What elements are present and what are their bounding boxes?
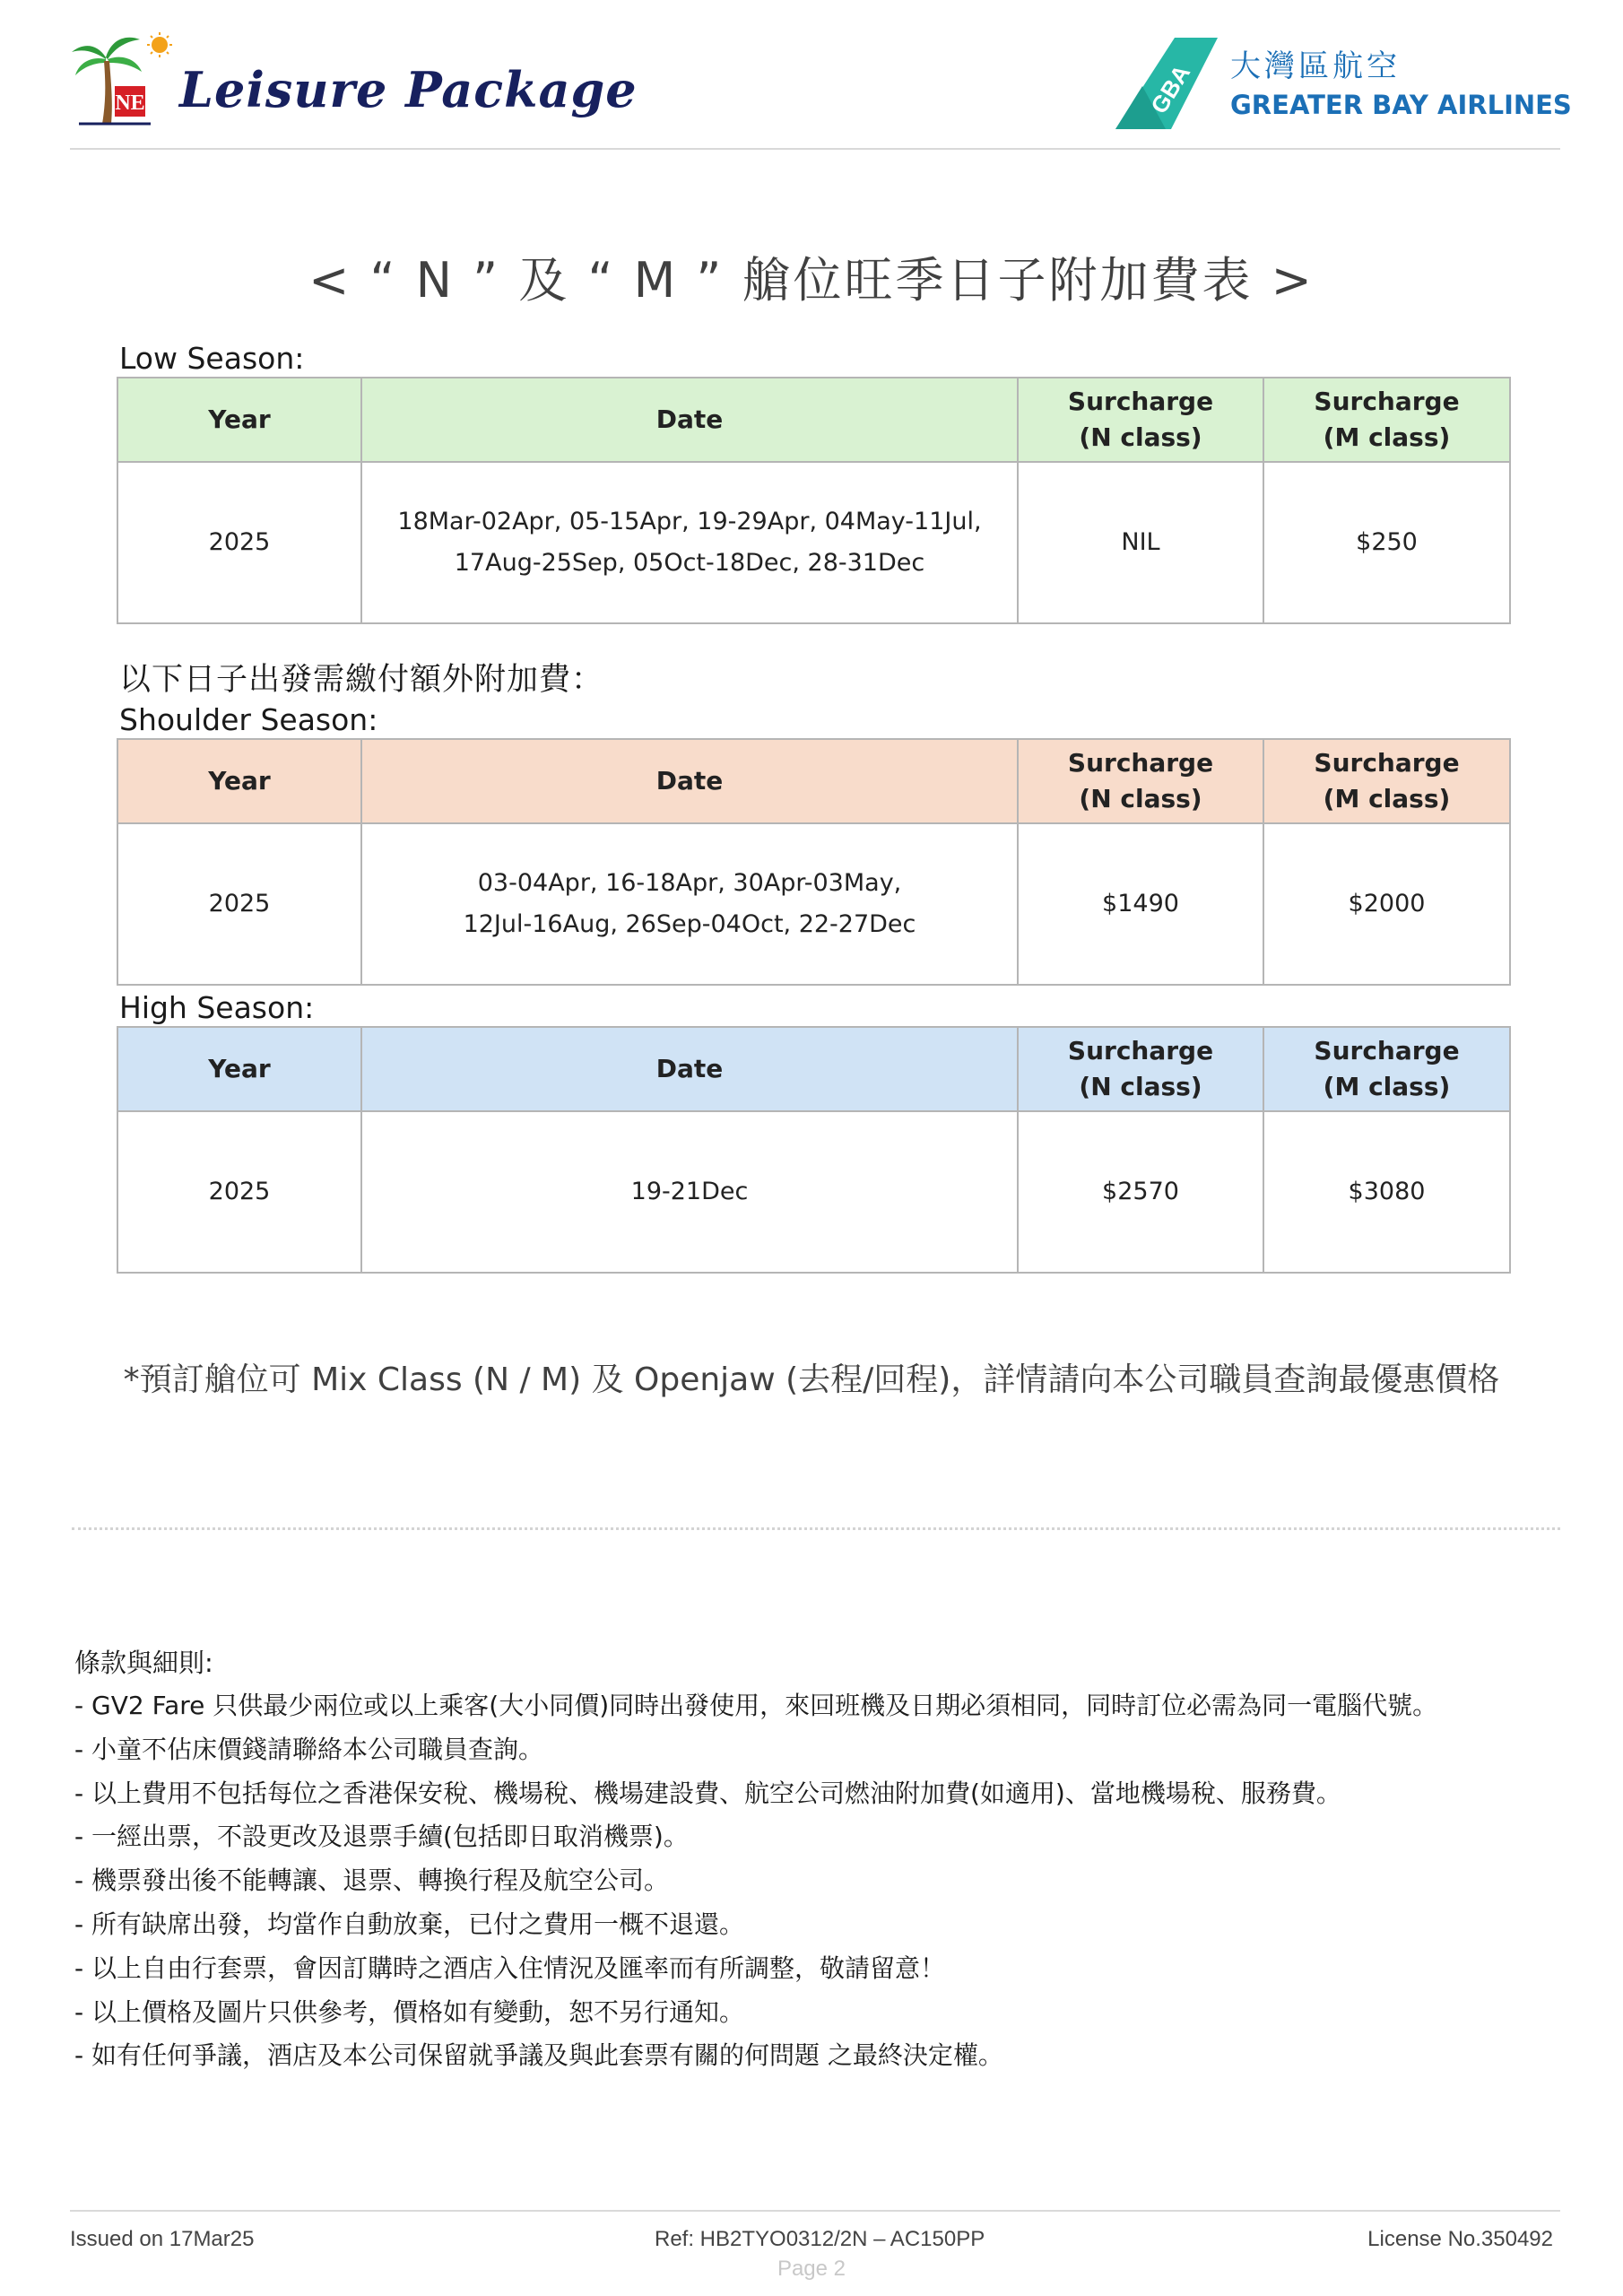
term-item: - GV2 Fare 只供最少兩位或以上乘客(大小同價)同時出發使用，來回班機及日期必須相同，同時訂位必需為同一電腦代號。 bbox=[74, 1691, 1438, 1720]
term-item: - 如有任何爭議，酒店及本公司保留就爭議及與此套票有關的何問題 之最終決定權。 bbox=[74, 2040, 1003, 2071]
airline-name-chinese: 大灣區航空 bbox=[1230, 48, 1401, 84]
table-row bbox=[117, 462, 1510, 623]
extra-surcharge-note: 以下日子出發需繳付額外附加費： bbox=[119, 662, 604, 698]
low-season-table bbox=[117, 377, 1511, 624]
term-item: - 一經出票，不設更改及退票手續(包括即日取消機票)。 bbox=[74, 1822, 689, 1852]
year-header: Year bbox=[117, 378, 361, 462]
term-item: - 所有缺席出發，均當作自動放棄，已付之費用一概不退還。 bbox=[74, 1909, 745, 1939]
terms-and-conditions bbox=[74, 1641, 1563, 2078]
issued-date: Issued on 17Mar25 bbox=[70, 2227, 255, 2251]
surcharge-m-header: Surcharge (M class) bbox=[1263, 1027, 1510, 1111]
surcharge-n-header: Surcharge (N class) bbox=[1018, 378, 1263, 462]
mix-class-remark: *預訂艙位可 Mix Class (N / M) 及 Openjaw (去程/回程)，詳情請向本公司職員查詢最優惠價格 bbox=[123, 1361, 1500, 1398]
shoulder-season-table bbox=[117, 738, 1511, 986]
palm-tree-logo-icon bbox=[70, 30, 178, 129]
date-header: Date bbox=[361, 739, 1018, 823]
svg-text:NE: NE bbox=[115, 91, 145, 115]
table-row bbox=[117, 823, 1510, 985]
footer-divider bbox=[70, 2210, 1560, 2212]
svg-text:GBA: GBA bbox=[1145, 60, 1196, 118]
year-cell: 2025 bbox=[117, 1111, 361, 1273]
surcharge-n-cell: NIL bbox=[1018, 462, 1263, 623]
term-item: - 小童不佔床價錢請聯絡本公司職員查詢。 bbox=[74, 1734, 544, 1764]
high-season-label: High Season: bbox=[119, 990, 315, 1025]
table-row bbox=[117, 1111, 1510, 1273]
page-number: Page 2 bbox=[777, 2257, 846, 2281]
date-header: Date bbox=[361, 378, 1018, 462]
leisure-package-wordmark: Leisure Package bbox=[179, 61, 638, 118]
term-item: - 以上價格及圖片只供參考，價格如有變動，恕不另行通知。 bbox=[74, 1996, 745, 2027]
reference-code: Ref: HB2TYO0312/2N – AC150PP bbox=[655, 2227, 985, 2251]
greater-bay-airlines-logo bbox=[1112, 34, 1572, 133]
page-header bbox=[70, 27, 1572, 150]
date-header: Date bbox=[361, 1027, 1018, 1111]
surcharge-n-cell: $1490 bbox=[1018, 823, 1263, 985]
year-cell: 2025 bbox=[117, 462, 361, 623]
surcharge-m-header: Surcharge (M class) bbox=[1263, 739, 1510, 823]
surcharge-m-header: Surcharge (M class) bbox=[1263, 378, 1510, 462]
term-item: - 以上自由行套票，會因訂購時之酒店入住情況及匯率而有所調整，敬請留意！ bbox=[74, 1952, 946, 1983]
date-cell: 03-04Apr, 16-18Apr, 30Apr-03May, 12Jul-16Aug, 26Sep-04Oct, 22-27Dec bbox=[361, 823, 1018, 985]
shoulder-season-label: Shoulder Season: bbox=[119, 702, 378, 737]
surcharge-m-cell: $250 bbox=[1263, 462, 1510, 623]
term-item: - 以上費用不包括每位之香港保安稅、機場稅、機場建設費、航空公司燃油附加費(如適用)、當地機場稅、服務費。 bbox=[74, 1778, 1341, 1808]
license-number: License No.350492 bbox=[1367, 2227, 1553, 2251]
surcharge-n-header: Surcharge (N class) bbox=[1018, 739, 1263, 823]
surcharge-n-header: Surcharge (N class) bbox=[1018, 1027, 1263, 1111]
aircraft-tail-logo-icon bbox=[1112, 34, 1219, 133]
high-season-table bbox=[117, 1026, 1511, 1274]
table-header-row bbox=[117, 1027, 1510, 1111]
leisure-package-logo bbox=[70, 27, 638, 135]
airline-name-english: GREATER BAY AIRLINES bbox=[1230, 90, 1572, 120]
year-header: Year bbox=[117, 739, 361, 823]
dotted-divider bbox=[72, 1527, 1560, 1530]
year-cell: 2025 bbox=[117, 823, 361, 985]
table-header-row bbox=[117, 378, 1510, 462]
surcharge-n-cell: $2570 bbox=[1018, 1111, 1263, 1273]
year-header: Year bbox=[117, 1027, 361, 1111]
low-season-label: Low Season: bbox=[119, 341, 305, 376]
terms-title: 條款與細則: bbox=[74, 1648, 213, 1678]
date-cell: 19-21Dec bbox=[361, 1111, 1018, 1273]
table-header-row bbox=[117, 739, 1510, 823]
date-cell: 18Mar-02Apr, 05-15Apr, 19-29Apr, 04May-11Jul, 17Aug-25Sep, 05Oct-18Dec, 28-31Dec bbox=[361, 462, 1018, 623]
term-item: - 機票發出後不能轉讓、退票、轉換行程及航空公司。 bbox=[74, 1866, 670, 1896]
surcharge-m-cell: $2000 bbox=[1263, 823, 1510, 985]
surcharge-m-cell: $3080 bbox=[1263, 1111, 1510, 1273]
page-title: < “ N ” 及 “ M ” 艙位旺季日子附加費表 > bbox=[308, 252, 1315, 309]
